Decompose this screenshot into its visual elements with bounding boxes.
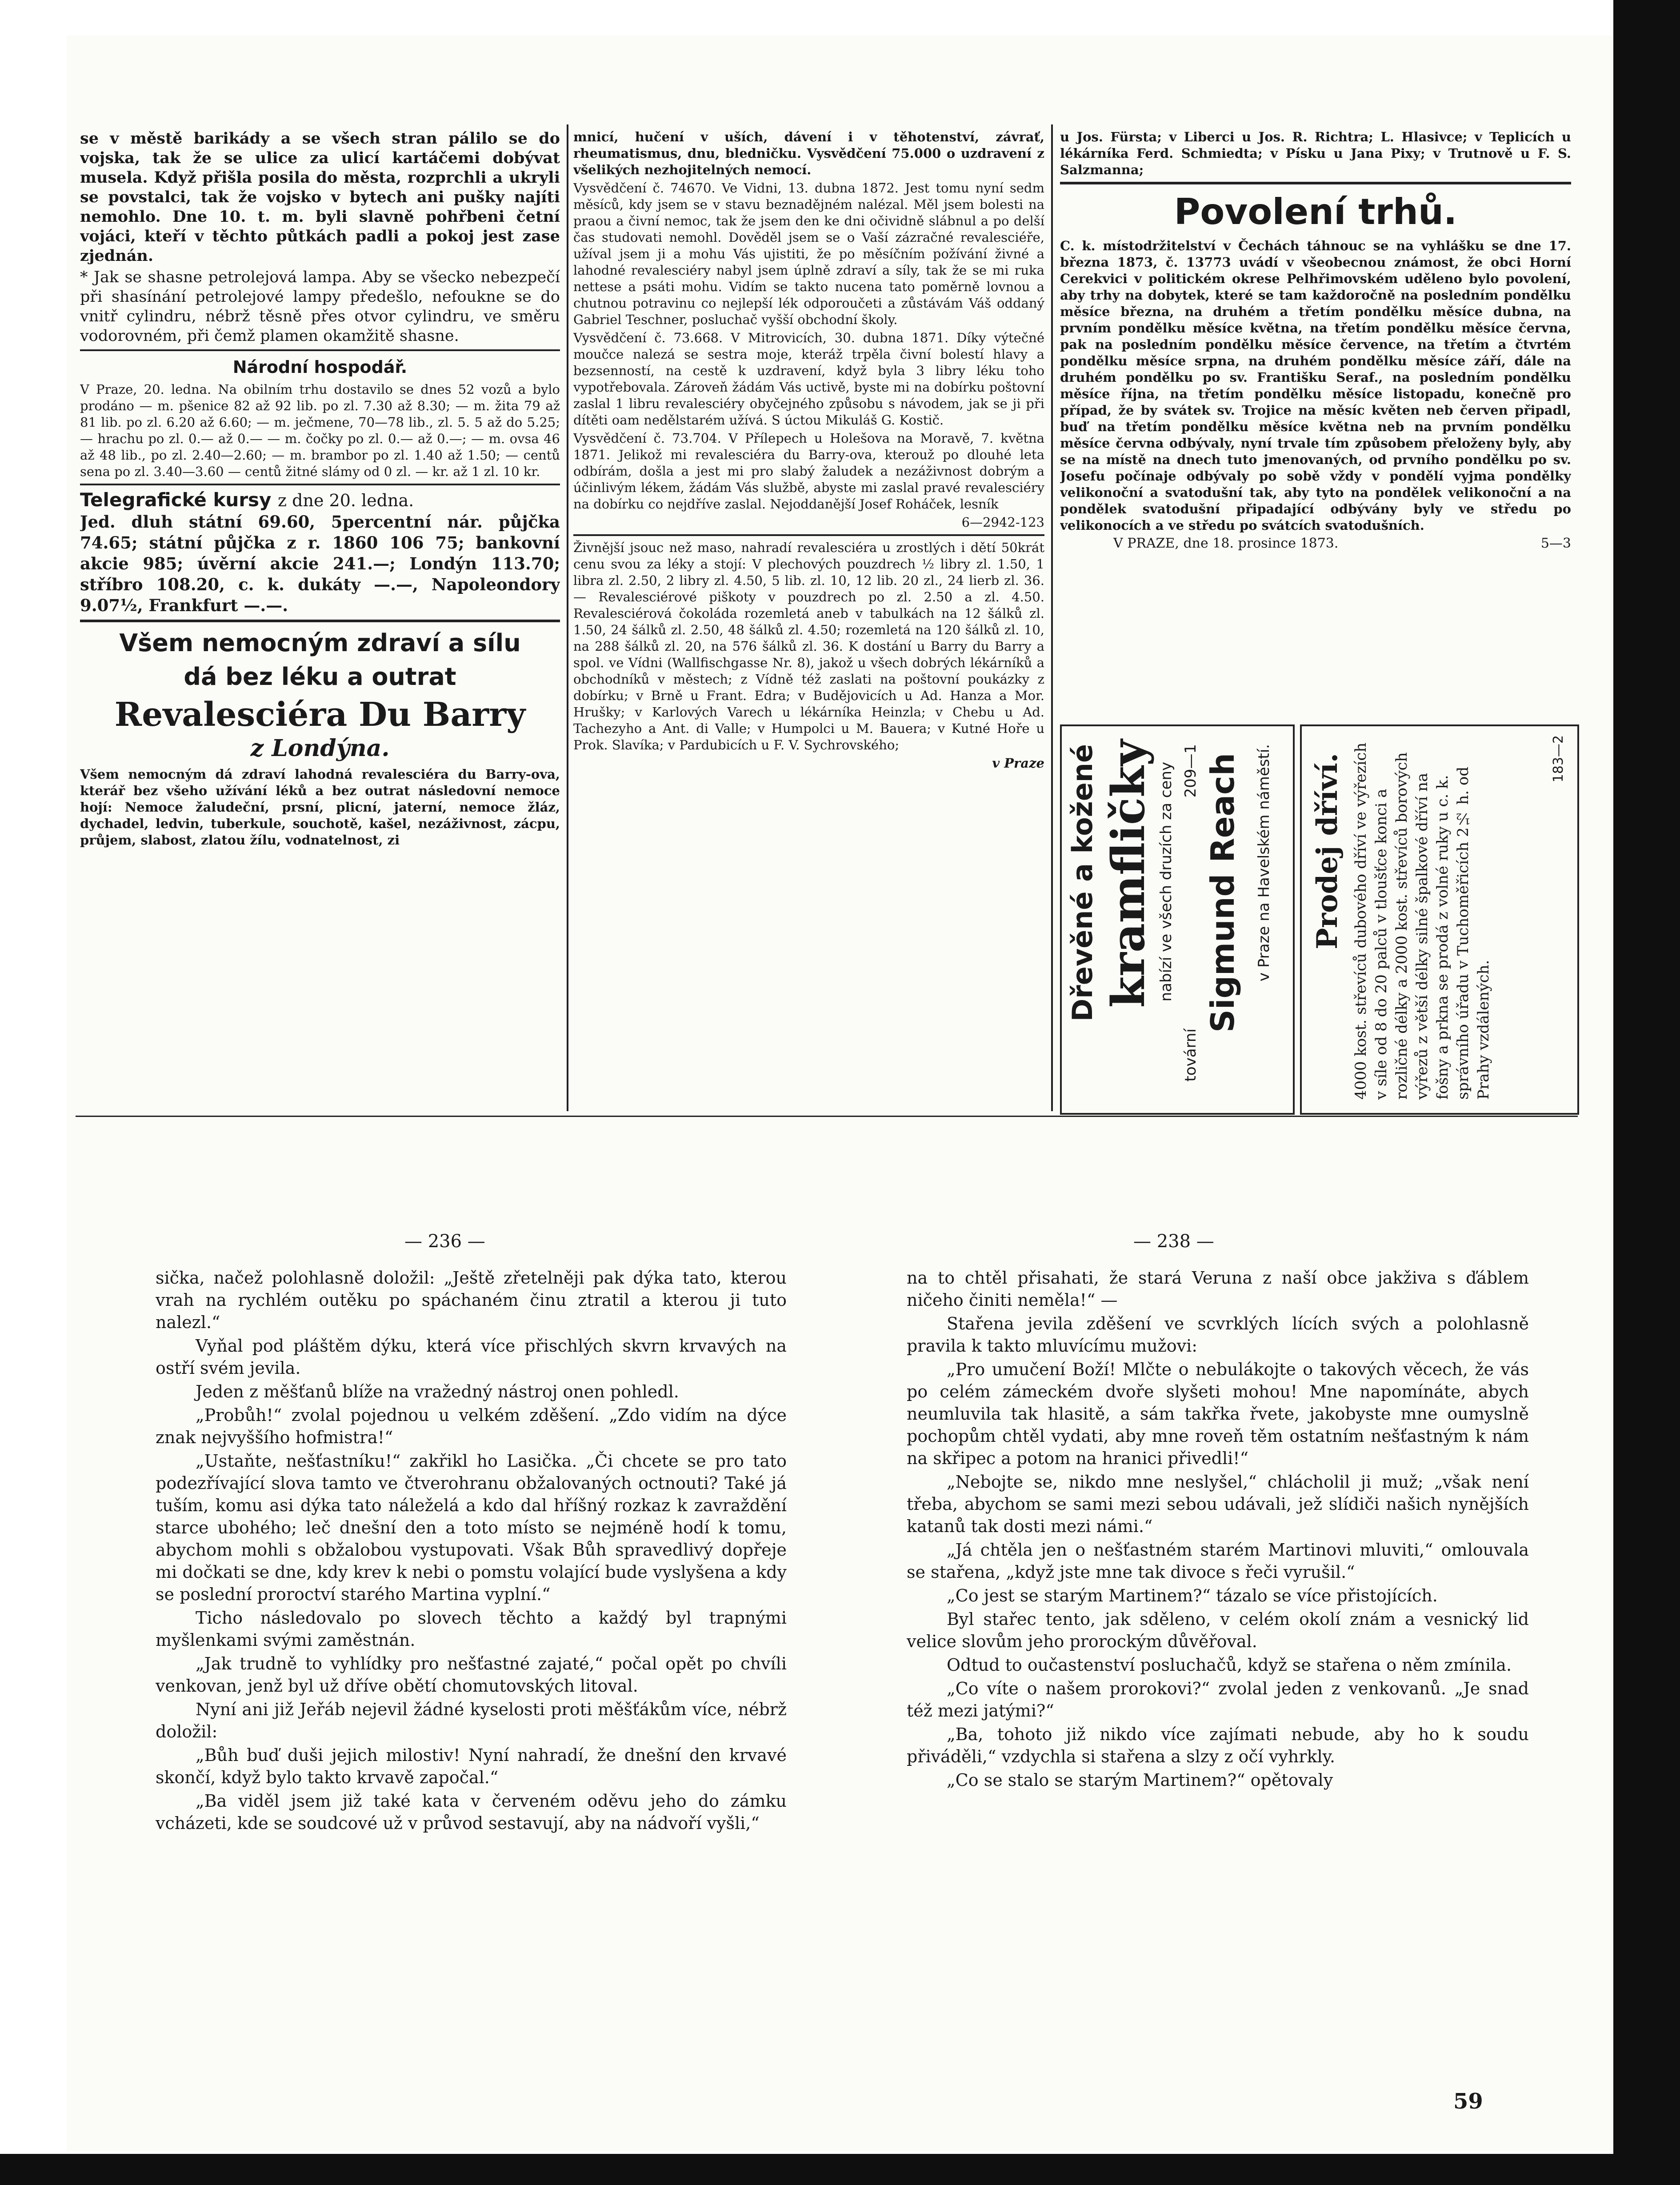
ad-clogs-line-4: tovární <box>1182 1028 1200 1082</box>
page-number-right: — 238 — <box>1133 1231 1214 1252</box>
market-report: V Praze, 20. ledna. Na obilním trhu dostavilo se dnes 52 vozů a bylo prodáno — m. pšenice 82 až 92 lib. po zl. 7.30 až 8.30; — m. žita 79 až 81 lib. po zl. 6.20 až 6.60; — m. ječmene, 70—78 lib., zl. 5. 5 až do 5.25; — hrachu po zl. 0.— až 0.— — m. čočky po zl. 0.— až 0.—; — m. ovsa 46 až 48 lib., po zl. 2.40—2.60; — m. brambor po zl. 1.40 až 1.50; — centů sena po zl. 3.40—3.60 — centů žitné slámy od 0 zl. — kr. až 1 zl. 10 kr. <box>80 382 560 479</box>
firewood-text: 4000 kost. střevíců dubového dříví ve výřezích v síle od 8 do 20 palců v tloušťce konci a rozličné délky a 2000 kost. střevíců borových výřezů z větší délky silné špalkové dříví na fošny a prkna se prodá z volné ruky u c. k. správního úřadu v Tuchoměřicích 2½ h. od Prahy vzdálených. <box>1352 742 1492 1100</box>
story-page-right <box>907 1267 1529 2089</box>
story-paragraph: „Nebojte se, nikdo mne neslyšel,“ chlácholil ji muž; „však není třeba, abychom se sami mezi sebou udávali, jež slídiči našich nynějších katanů tak dosti mezi námi.“ <box>907 1472 1529 1536</box>
story-paragraph: „Já chtěla jen o nešťastném starém Martinovi mluviti,“ omlouvala se stařena, „když jste mne tak divoce s řeči vyrušil.“ <box>907 1540 1529 1582</box>
price-list: Živnější jsouc než maso, nahradí revalesciéra u zrostlých i dětí 50krát cenu svou za léky a stojí: V plechových pouzdrech ½ libry zl. 1.50, 1 libra zl. 2.50, 2 libry zl. 4.50, 5 lib. zl. 10, 12 lib. 20 zl., 24 lierb zl. 36. — Revalesciérové piškoty v pouzdrech po zl. 2.50 a zl. 4.50. Revalesciérová čokoláda rozemletá aneb v tabulkách na 12 šálků zl. 1.50, 24 šálků zl. 2.50, 48 šálků zl. 4.50; rozemletá na 120 šálků zl. 10, na 288 šálků zl. 20, na 576 šálků zl. 36. K dostání u Barry du Barry a spol. ve Vídni (Wallfischgasse Nr. 8), jakož u všech dobrých lékárníků a obchodníků v městech; z Vídně též zaslati na poštovní poukázky z dobírku; v Brně u Frant. Edra; v Budějovicích u Ad. Hanza a Mor. Hrušky; v Karlových Varech u lékárníka Heinzla; v Chebu u Ad. Tachezyho a Ant. di Valle; v Humpolci u M. Bauera; v Kutné Hoře u Prok. Slavíka; v Pardubicích u F. V. Sychrovského; <box>573 540 1044 752</box>
story-paragraph: Jeden z měšťanů blíže na vražedný nástroj onen pohledl. <box>196 1382 679 1401</box>
divider <box>1060 182 1571 184</box>
top-column-2 <box>573 129 1044 1107</box>
ad-brand-subtitle: z Londýna. <box>250 735 390 762</box>
certificate-73668: Vysvědčení č. 73.668. V Mitrovicích, 30. dubna 1871. Díky výtečné moučce nalezá se sestra moje, kteráž trpěla čivní bolestí hlavy a bezsenností, na cestě k uzdravení, když byla 3 libry léku toho vypotřebovala. Zároveň žádám Vás uctivě, byste mi na dobírku poštovní zaslal 1 libru revalesciéry obyčejného způsobu s návodem, jak se ji při dítěti oam nedělstarém užívá. S úctou Mikuláš G. Kostič. <box>573 330 1044 428</box>
newspaper-sheet <box>67 36 1613 2151</box>
story-paragraph: sička, načež polohlasně doložil: „Ještě zřetelněji pak dýka tato, kterou vrah na rychlém outěku po spáchaném činu ztratil a kterou ji tuto nalezl.“ <box>156 1268 787 1332</box>
pharmacy-list: u Jos. Fürsta; v Liberci u Jos. R. Richtra; L. Hlasivce; v Teplicích u lékárníka Ferd. Schmiedta; v Písku u Jana Pixy; v Trutnově u F. S. Salzmanna; <box>1060 129 1571 177</box>
ad-brand-title: Revalesciéra Du Barry <box>114 696 526 734</box>
market-permission-footer <box>1060 536 1571 551</box>
top-bottom-rule <box>76 1116 1578 1117</box>
story-paragraph: na to chtěl přisahati, že stará Veruna z naší obce jakživa s ďáblem ničeho činiti neměla!“ — <box>907 1268 1529 1310</box>
story-paragraph: „Probůh!“ zvolal pojednou u velkém zděšení. „Zdo vidím na dýce znak nejvyššího hofmistra!“ <box>156 1405 787 1447</box>
announcement-date: V PRAZE, dne 18. prosince 1873. <box>1113 536 1339 551</box>
ad-headline-1: Všem nemocným zdraví a sílu <box>119 629 521 657</box>
story-paragraph: Stařena jevila zděšení ve scvrklých lících svých a polohlasně pravila k takto mluvícímu mužovi: <box>907 1314 1529 1356</box>
column-rule <box>1051 124 1053 1111</box>
page-number-left: — 236 — <box>404 1231 485 1252</box>
story-paragraph: „Co jest se starým Martinem?“ tázalo se více přistojících. <box>947 1586 1438 1605</box>
ad-continued: mnicí, hučení v uších, dávení i v těhotenství, závrať, rheumatismus, dnu, bledničku. Vysvědčení 75.000 o uzdravení z všelikých nezhojitelných nemocí. <box>573 129 1044 177</box>
ad-box-firewood <box>1300 724 1579 1115</box>
story-paragraph: Ticho následovalo po slovech těchto a každý byl trapnými myšlenkami svými zaměstnán. <box>156 1608 787 1650</box>
certificate-74670: Vysvědčení č. 74670. Ve Vidni, 13. dubna 1872. Jest tomu nyní sedm měsíců, kdy jsem se v stavu beznadějném nalézal. Měl jsem bolesti na praou a čivní nemoc, tak že jsem den ke dni očividně slábnul a po delší čas studovati nemohl. Dověděl jsem se o Vaší zázračné revalesciéře, užíval jsem ji a mohu Vás ujistiti, že po měsíčním požívání živné a lahodné revalesciéry nabyl jsem úplně zdraví a síly, tak že se mi ruka nettese a psáti mohu. Vidím se takto nucena tato poměrně lovnou a chutnou potravinu co nejlepší lék odporoučeti a zůstávám Váš oddaný Gabriel Teschner, posluchač vyšší obchodní školy. <box>573 180 1044 327</box>
story-paragraph: Odtud to oučastenství posluchačů, když se stařena o něm zmínila. <box>947 1655 1512 1675</box>
divider <box>80 620 560 622</box>
top-column-1 <box>80 129 560 1084</box>
divider <box>573 534 1044 536</box>
price-list-end: v Praze <box>992 756 1044 771</box>
story-paragraph: „Co víte o našem prorokovi?“ zvolal jeden z venkovanů. „Je snad též mezi jatými?“ <box>907 1679 1529 1721</box>
ad-body: Všem nemocným dá zdraví lahodná revalesciéra du Barry-ova, kterář bez všeho užívání léků a bez outrat následovní nemoce hojí: Nemoce žaludeční, prsní, plicní, jaterní, nemoce žláz, dychadel, ledvin, tuberkule, souchotě, kašel, nezáživnost, zácpu, průjem, slabost, zlatou žílu, vodnatelnost, zi <box>80 767 560 848</box>
story-paragraph: „Bůh buď duši jejich milostiv! Nyní nahradí, že dnešní den krvavé skončí, když bylo takto krvavě započal.“ <box>156 1745 787 1787</box>
story-paragraph: Byl stařec tento, jak sděleno, v celém okolí znám a vesnický lid velice slovům jeho prorockým důvěřoval. <box>907 1609 1529 1651</box>
ad-box-clogs <box>1060 724 1295 1115</box>
market-permission-title: Povolení trhů. <box>1174 191 1457 232</box>
story-paragraph: „Jak trudně to vyhlídky pro nešťastné zajaté,“ počal opět po chvíli venkovan, jenž byl už dříve obětí chomutovských litoval. <box>156 1654 787 1696</box>
telegraph-rates: Jed. dluh státní 69.60, 5percentní nár. půjčka 74.65; státní půjčka z r. 1860 106 75; bankovní akcie 985; úvěrní akcie 241.—; Londýn 113.70; stříbro 108.20, c. k. dukáty —.—, Napoleondory 9.07½, Frankfurt —.—. <box>80 512 560 615</box>
story-paragraph: „Pro umučení Boží! Mlčte o nebulákojte o takových věcech, že vás po celém zámeckém dvoře slyšeti mohou! Mne napomínáte, abych neumluvila tak hlasitě, a sám takřka řvete, jakobyste mne oumyslně pochopům chtěl vydati, aby mne roveň těm ostatním nešťastným k nám na skřipec a potom na hranici přivedli!“ <box>907 1360 1529 1468</box>
scan-edge-bottom <box>0 2154 1680 2185</box>
firewood-code: 183—2 <box>1551 735 1566 783</box>
section-heading-national-economy: Národní hospodář. <box>232 357 408 377</box>
telegraph-heading <box>80 489 560 512</box>
story-paragraph: „Co se stalo se starým Martinem?“ opětovaly <box>947 1770 1333 1790</box>
certificate-73704: Vysvědčení č. 73.704. V Přílepech u Holešova na Moravě, 7. května 1871. Jelikož mi revalesciéra du Barry-ova, kterouž po dlouhé leta odbírám, došla a jest mi pro slabý žaludek a nezáživnost dobrým a účinlivým lékem, žádám Vás službě, abyste mi zaslal pravé revalesciéry na dobírku co nejdříve zaslal. Nejoddanější Josef Roháček, lesník <box>573 431 1044 512</box>
ad-clogs-line-3: nabízí ve všech druzích za ceny <box>1157 762 1175 1002</box>
article-petroleum-lamp: * Jak se shasne petrolejová lampa. Aby se všecko nebezpečí při shasínání petrolejové lampy předešlo, nefoukne se do vnitř cylindru, nébrž těsně přes otvor cylindru, ve směru vodorovném, při čemž plamen okamžitě shasne. <box>80 268 560 345</box>
divider <box>80 484 560 485</box>
story-paragraph: Vyňal pod pláštěm dýku, která více přischlých skvrn krvavých na ostří svém jevila. <box>156 1336 787 1378</box>
ad-clogs-line-1: Dřevěné a kožené <box>1066 744 1099 1022</box>
divider <box>80 349 560 351</box>
folio-number: 59 <box>1453 2089 1483 2114</box>
column-rule <box>567 124 568 1111</box>
ad-clogs-line-5: 209—1 <box>1182 744 1200 798</box>
story-page-left <box>156 1267 787 2125</box>
ad-clogs-line-2: kramfličky <box>1102 740 1155 1008</box>
market-permission-text: C. k. místodržitelství v Čechách táhnouc se na vyhlášku se dne 17. března 1873, č. 13773 uvádí v všeobecnou známost, že obci Horní Cerekvici v politickém okrese Pelhřimovském uděleno bylo povolení, aby trhy na dobytek, které se tam každoročně na posledním pondělku měsíce března, na druhém a třetím pondělku měsíce dubna, na prvním pondělku měsíce května, na třetím pondělku měsíce června, pak na posledním pondělku měsíce července, na třetím a čtvrtém pondělku měsíce srpna, na druhém pondělku měsíce září, dále na druhém pondělku po sv. Františku Seraf., na posledním pondělku měsíce října, na třetím pondělku měsíce listopadu, konečně pro případ, že by svátek sv. Trojice na měsíc květen neb červen připadl, buď na třetím pondělku měsíce května neb na prvním pondělku měsíce června odbývaly, nyní trvale tím způsobem přeloženy byly, aby se na místě na dnech tuto jmenovaných, od prvního pondělku po sv. Josefu počínaje odbývaly po sobě vždy v pondělí vyjma pondělky velikonoční a svatodušní tak, aby tyto na pondělek velikonoční a na pondělek svatodušní připadající odbývány byly ve středu po velikonocích a ve středu po svátcích svatodušních. <box>1060 238 1571 533</box>
scan-edge-right <box>1613 0 1680 2185</box>
ad-clogs-line-6: Sigmund Reach <box>1204 753 1241 1033</box>
story-paragraph: „Ustaňte, nešťastníku!“ zakřikl ho Lasička. „Či chcete se pro tato podezřívající slova tamto ve čtverohranu obžalovaných octnouti? Také já tuším, komu asi dýka tato náleželá a kdo dal hříšný rozkaz k zavraždění starce ubohého; leč dnešní den a toto místo se nejméně hodí k tomu, abychom mohli s obžalobou vystupovati. Však Bůh spravedlivý dopřeje mi dočkati se dne, kdy krev k nebi o pomstu volající bude vyslyšena a kdy se poslední proroctví starého Martina vyplní.“ <box>156 1451 787 1604</box>
announcement-code: 5—3 <box>1540 536 1571 551</box>
top-column-3 <box>1060 129 1571 720</box>
article-barricades: se v městě barikády a se všech stran pálilo se do vojska, tak že se ulice za ulicí kartáčemi dobývat musela. Když přišla posila do města, rozprchli a ukryli se povstalci, tak že vojsko v bytech ani pušky najíti nemohlo. Dne 10. t. m. byli slavně pohřbeni četní vojáci, kteří v těchto půtkách padli a pokoj jest zase zjednán. <box>80 129 560 265</box>
story-paragraph: „Ba viděl jsem již také kata v červeném oděvu jeho do zámku vcházeti, kde se soudcové už v průvod sestavují, aby na nádvoří vyšli,“ <box>156 1791 787 1833</box>
telegraph-title: Telegrafické kursy <box>80 489 272 511</box>
telegraph-date: z dne 20. ledna. <box>278 491 414 510</box>
story-paragraph: „Ba, tohoto již nikdo více zajímati nebude, aby ho k soudu přiváděli,“ vzdychla si stařena a slzy z očí vyhrkly. <box>907 1725 1529 1766</box>
story-paragraph: Nyní ani již Jeřáb nejevil žádné kyselosti proti měšťákům více, nébrž doložil: <box>156 1700 787 1741</box>
ad-clogs-line-7: v Praze na Havelském náměstí. <box>1255 744 1273 982</box>
certificate-code: 6—2942-123 <box>961 515 1044 530</box>
firewood-title: Prodej dříví. <box>1311 753 1344 949</box>
ad-headline-2: dá bez léku a outrat <box>184 663 456 691</box>
